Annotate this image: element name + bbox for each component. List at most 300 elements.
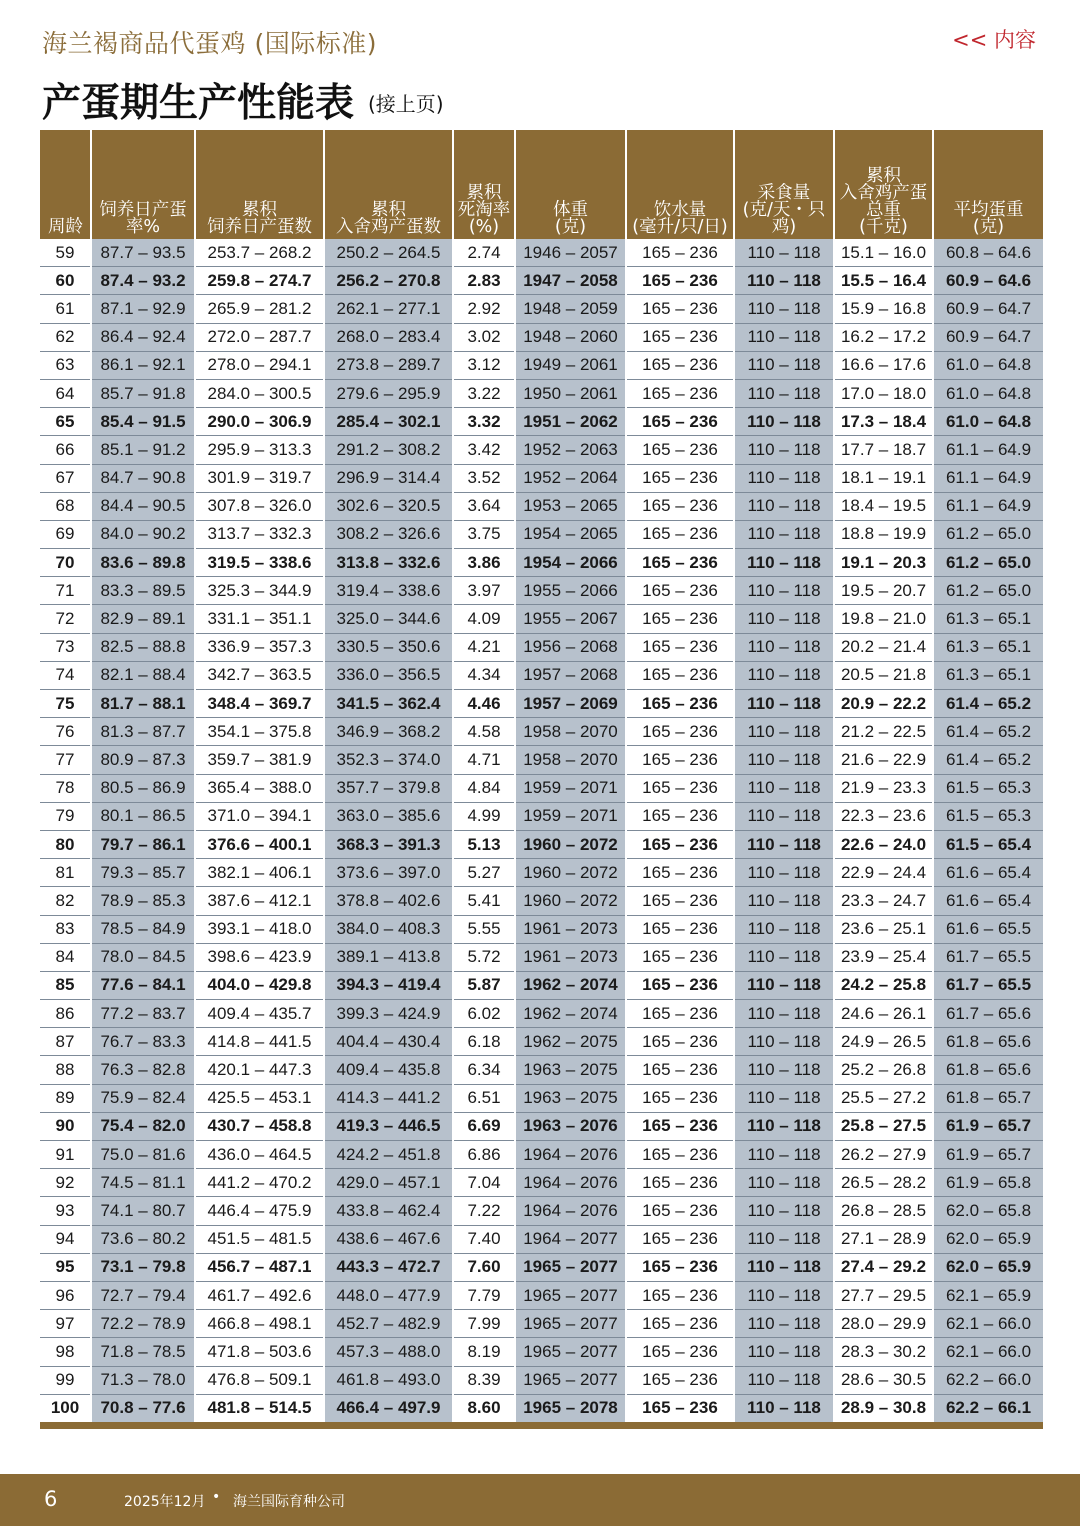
table-cell: 15.1 – 16.0 (834, 239, 933, 267)
table-cell: 1957 – 2069 (515, 690, 626, 718)
table-cell: 1959 – 2071 (515, 802, 626, 830)
week-cell: 81 (40, 859, 91, 887)
footer-company: 海兰国际育种公司 (233, 1494, 345, 1510)
table-header-row (40, 130, 1043, 239)
table-cell: 61.8 – 65.6 (933, 1028, 1043, 1056)
week-cell: 94 (40, 1225, 91, 1253)
table-cell: 26.8 – 28.5 (834, 1197, 933, 1225)
table-cell: 61.8 – 65.6 (933, 1056, 1043, 1084)
week-cell: 61 (40, 295, 91, 323)
table-cell: 62.2 – 66.1 (933, 1394, 1043, 1422)
table-cell: 77.2 – 83.7 (91, 1000, 195, 1028)
table-cell: 1957 – 2068 (515, 661, 626, 689)
table-row (40, 661, 1043, 689)
table-cell: 342.7 – 363.5 (195, 661, 324, 689)
footer-bar (0, 1474, 1080, 1526)
table-cell: 2.83 (453, 267, 515, 295)
table-cell: 75.9 – 82.4 (91, 1084, 195, 1112)
table-row (40, 1310, 1043, 1338)
week-cell: 70 (40, 549, 91, 577)
table-cell: 61.5 – 65.3 (933, 802, 1043, 830)
table-cell: 62.1 – 66.0 (933, 1310, 1043, 1338)
table-cell: 1958 – 2070 (515, 718, 626, 746)
table-cell: 253.7 – 268.2 (195, 239, 324, 267)
table-cell: 259.8 – 274.7 (195, 267, 324, 295)
table-cell: 3.32 (453, 408, 515, 436)
table-cell: 404.0 – 429.8 (195, 971, 324, 999)
table-cell: 420.1 – 447.3 (195, 1056, 324, 1084)
table-row (40, 379, 1043, 407)
table-cell: 61.1 – 64.9 (933, 464, 1043, 492)
table-cell: 1961 – 2073 (515, 943, 626, 971)
week-cell: 84 (40, 943, 91, 971)
table-row (40, 859, 1043, 887)
table-cell: 2.92 (453, 295, 515, 323)
table-cell: 110 – 118 (734, 1253, 834, 1281)
table-cell: 433.8 – 462.4 (324, 1197, 453, 1225)
table-cell: 165 – 236 (626, 323, 734, 351)
table-cell: 8.19 (453, 1338, 515, 1366)
column-header-line: 饮水量 (653, 200, 707, 220)
week-cell: 91 (40, 1141, 91, 1169)
table-cell: 74.5 – 81.1 (91, 1169, 195, 1197)
table-cell: 279.6 – 295.9 (324, 379, 453, 407)
table-row (40, 295, 1043, 323)
table-cell: 409.4 – 435.7 (195, 1000, 324, 1028)
table-cell: 319.5 – 338.6 (195, 549, 324, 577)
table-cell: 425.5 – 453.1 (195, 1084, 324, 1112)
table-row (40, 690, 1043, 718)
table-cell: 313.8 – 332.6 (324, 549, 453, 577)
table-cell: 1960 – 2072 (515, 859, 626, 887)
column-header (834, 130, 933, 239)
table-cell: 284.0 – 300.5 (195, 379, 324, 407)
table-cell: 393.1 – 418.0 (195, 915, 324, 943)
table-cell: 4.58 (453, 718, 515, 746)
table-row (40, 718, 1043, 746)
table-cell: 110 – 118 (734, 520, 834, 548)
table-cell: 265.9 – 281.2 (195, 295, 324, 323)
table-cell: 61.9 – 65.7 (933, 1112, 1043, 1140)
table-cell: 325.3 – 344.9 (195, 577, 324, 605)
table-cell: 3.22 (453, 379, 515, 407)
table-cell: 3.02 (453, 323, 515, 351)
table-cell: 1960 – 2072 (515, 830, 626, 858)
table-cell: 86.1 – 92.1 (91, 351, 195, 379)
table-cell: 25.5 – 27.2 (834, 1084, 933, 1112)
table-cell: 1947 – 2058 (515, 267, 626, 295)
table-cell: 165 – 236 (626, 1000, 734, 1028)
week-cell: 65 (40, 408, 91, 436)
table-cell: 74.1 – 80.7 (91, 1197, 195, 1225)
column-header-line: 体重 (553, 200, 588, 220)
table-cell: 1953 – 2065 (515, 492, 626, 520)
table-cell: 61.9 – 65.8 (933, 1169, 1043, 1197)
table-cell: 61.4 – 65.2 (933, 718, 1043, 746)
table-cell: 1964 – 2076 (515, 1141, 626, 1169)
table-cell: 3.86 (453, 549, 515, 577)
table-cell: 165 – 236 (626, 492, 734, 520)
week-cell: 86 (40, 1000, 91, 1028)
column-header-line: 累积 (866, 166, 901, 186)
table-cell: 87.4 – 93.2 (91, 267, 195, 295)
table-cell: 424.2 – 451.8 (324, 1141, 453, 1169)
table-cell: 72.7 – 79.4 (91, 1281, 195, 1309)
column-header-line: 饲养日产蛋 (99, 200, 187, 220)
table-cell: 61.5 – 65.4 (933, 830, 1043, 858)
table-cell: 346.9 – 368.2 (324, 718, 453, 746)
week-cell: 93 (40, 1197, 91, 1225)
table-cell: 27.4 – 29.2 (834, 1253, 933, 1281)
table-cell: 1948 – 2059 (515, 295, 626, 323)
week-cell: 92 (40, 1169, 91, 1197)
table-cell: 8.39 (453, 1366, 515, 1394)
table-cell: 3.52 (453, 464, 515, 492)
table-cell: 359.7 – 381.9 (195, 746, 324, 774)
table-cell: 1954 – 2066 (515, 549, 626, 577)
table-cell: 61.3 – 65.1 (933, 633, 1043, 661)
column-header-line: 总重 (866, 200, 901, 220)
table-cell: 17.3 – 18.4 (834, 408, 933, 436)
table-cell: 24.2 – 25.8 (834, 971, 933, 999)
table-cell: 1965 – 2077 (515, 1310, 626, 1338)
table-cell: 61.4 – 65.2 (933, 746, 1043, 774)
table-cell: 165 – 236 (626, 718, 734, 746)
table-cell: 61.0 – 64.8 (933, 408, 1043, 436)
table-cell: 110 – 118 (734, 239, 834, 267)
table-cell: 77.6 – 84.1 (91, 971, 195, 999)
page-title: 产蛋期生产性能表 (42, 81, 355, 126)
table-cell: 165 – 236 (626, 436, 734, 464)
table-cell: 62.2 – 66.0 (933, 1366, 1043, 1394)
table-cell: 165 – 236 (626, 1141, 734, 1169)
table-cell: 1962 – 2075 (515, 1028, 626, 1056)
table-cell: 448.0 – 477.9 (324, 1281, 453, 1309)
table-cell: 384.0 – 408.3 (324, 915, 453, 943)
table-cell: 165 – 236 (626, 408, 734, 436)
table-cell: 23.9 – 25.4 (834, 943, 933, 971)
table-cell: 165 – 236 (626, 1197, 734, 1225)
table-cell: 165 – 236 (626, 267, 734, 295)
table-cell: 376.6 – 400.1 (195, 830, 324, 858)
column-header-line: 死淘率 (457, 200, 511, 220)
column-header-line: (克/天・只 (742, 200, 826, 220)
table-cell: 22.9 – 24.4 (834, 859, 933, 887)
column-header-line: 鸡) (771, 217, 797, 237)
table-cell: 28.9 – 30.8 (834, 1394, 933, 1422)
table-cell: 87.7 – 93.5 (91, 239, 195, 267)
table-cell: 24.9 – 26.5 (834, 1028, 933, 1056)
table-cell: 18.4 – 19.5 (834, 492, 933, 520)
table-cell: 81.7 – 88.1 (91, 690, 195, 718)
table-cell: 3.12 (453, 351, 515, 379)
table-row (40, 887, 1043, 915)
table-cell: 389.1 – 413.8 (324, 943, 453, 971)
table-cell: 71.3 – 78.0 (91, 1366, 195, 1394)
column-header (40, 130, 91, 239)
table-cell: 85.4 – 91.5 (91, 408, 195, 436)
table-cell: 8.60 (453, 1394, 515, 1422)
table-cell: 71.8 – 78.5 (91, 1338, 195, 1366)
week-cell: 80 (40, 830, 91, 858)
table-cell: 75.4 – 82.0 (91, 1112, 195, 1140)
table-row (40, 408, 1043, 436)
table-cell: 250.2 – 264.5 (324, 239, 453, 267)
table-cell: 110 – 118 (734, 943, 834, 971)
table-cell: 466.4 – 497.9 (324, 1394, 453, 1422)
table-cell: 28.3 – 30.2 (834, 1338, 933, 1366)
table-cell: 414.8 – 441.5 (195, 1028, 324, 1056)
table-cell: 319.4 – 338.6 (324, 577, 453, 605)
table-cell: 78.5 – 84.9 (91, 915, 195, 943)
table-cell: 443.3 – 472.7 (324, 1253, 453, 1281)
table-cell: 1956 – 2068 (515, 633, 626, 661)
table-row (40, 1056, 1043, 1084)
table-cell: 456.7 – 487.1 (195, 1253, 324, 1281)
table-cell: 80.1 – 86.5 (91, 802, 195, 830)
table-cell: 62.1 – 65.9 (933, 1281, 1043, 1309)
table-cell: 399.3 – 424.9 (324, 1000, 453, 1028)
table-cell: 61.5 – 65.3 (933, 774, 1043, 802)
table-cell: 87.1 – 92.9 (91, 295, 195, 323)
table-cell: 61.2 – 65.0 (933, 577, 1043, 605)
table-cell: 110 – 118 (734, 1056, 834, 1084)
week-cell: 64 (40, 379, 91, 407)
column-header-line: 入舍鸡产蛋 (839, 183, 928, 203)
table-cell: 110 – 118 (734, 1366, 834, 1394)
table-cell: 26.2 – 27.9 (834, 1141, 933, 1169)
table-cell: 394.3 – 419.4 (324, 971, 453, 999)
table-cell: 6.51 (453, 1084, 515, 1112)
table-cell: 61.2 – 65.0 (933, 520, 1043, 548)
table-row (40, 436, 1043, 464)
top-title: 海兰褐商品代蛋鸡 (国际标准) (42, 29, 377, 58)
table-cell: 110 – 118 (734, 690, 834, 718)
table-cell: 61.9 – 65.7 (933, 1141, 1043, 1169)
table-row (40, 577, 1043, 605)
column-header-line: (毫升/只/日) (632, 217, 728, 237)
table-cell: 296.9 – 314.4 (324, 464, 453, 492)
table-cell: 19.1 – 20.3 (834, 549, 933, 577)
table-cell: 256.2 – 270.8 (324, 267, 453, 295)
column-header-line: (千克) (859, 217, 908, 237)
column-header (453, 130, 515, 239)
table-row (40, 1169, 1043, 1197)
table-cell: 1955 – 2066 (515, 577, 626, 605)
table-cell: 4.99 (453, 802, 515, 830)
table-cell: 83.6 – 89.8 (91, 549, 195, 577)
table-cell: 110 – 118 (734, 661, 834, 689)
table-cell: 110 – 118 (734, 1281, 834, 1309)
table-cell: 21.6 – 22.9 (834, 746, 933, 774)
table-cell: 73.6 – 80.2 (91, 1225, 195, 1253)
table-cell: 76.3 – 82.8 (91, 1056, 195, 1084)
table-cell: 60.9 – 64.7 (933, 323, 1043, 351)
table-row (40, 351, 1043, 379)
table-cell: 1952 – 2063 (515, 436, 626, 464)
table-cell: 368.3 – 391.3 (324, 830, 453, 858)
table-row (40, 1253, 1043, 1281)
table-cell: 165 – 236 (626, 1281, 734, 1309)
table-cell: 7.79 (453, 1281, 515, 1309)
page-number: 6 (44, 1487, 58, 1511)
table-cell: 165 – 236 (626, 887, 734, 915)
table-cell: 295.9 – 313.3 (195, 436, 324, 464)
table-cell: 1962 – 2074 (515, 971, 626, 999)
week-cell: 63 (40, 351, 91, 379)
column-header (515, 130, 626, 239)
table-row (40, 746, 1043, 774)
column-header-line: 累积 (371, 200, 406, 220)
table-row (40, 549, 1043, 577)
table-cell: 1959 – 2071 (515, 774, 626, 802)
table-cell: 78.0 – 84.5 (91, 943, 195, 971)
table-cell: 461.7 – 492.6 (195, 1281, 324, 1309)
week-cell: 77 (40, 746, 91, 774)
table-cell: 6.34 (453, 1056, 515, 1084)
table-cell: 5.87 (453, 971, 515, 999)
table-cell: 1963 – 2075 (515, 1084, 626, 1112)
table-cell: 165 – 236 (626, 746, 734, 774)
table-cell: 341.5 – 362.4 (324, 690, 453, 718)
table-cell: 110 – 118 (734, 436, 834, 464)
table-cell: 61.6 – 65.5 (933, 915, 1043, 943)
table-cell: 27.1 – 28.9 (834, 1225, 933, 1253)
table-cell: 82.5 – 88.8 (91, 633, 195, 661)
week-cell: 71 (40, 577, 91, 605)
week-cell: 97 (40, 1310, 91, 1338)
table-cell: 165 – 236 (626, 830, 734, 858)
table-cell: 86.4 – 92.4 (91, 323, 195, 351)
table-cell: 3.42 (453, 436, 515, 464)
week-cell: 78 (40, 774, 91, 802)
table-cell: 1965 – 2078 (515, 1394, 626, 1422)
table-cell: 165 – 236 (626, 1112, 734, 1140)
table-cell: 1961 – 2073 (515, 915, 626, 943)
table-row (40, 774, 1043, 802)
table-cell: 409.4 – 435.8 (324, 1056, 453, 1084)
table-cell: 17.7 – 18.7 (834, 436, 933, 464)
table-cell: 60.8 – 64.6 (933, 239, 1043, 267)
table-cell: 165 – 236 (626, 690, 734, 718)
table-cell: 1960 – 2072 (515, 887, 626, 915)
table-cell: 387.6 – 412.1 (195, 887, 324, 915)
table-cell: 1963 – 2075 (515, 1056, 626, 1084)
table-cell: 5.72 (453, 943, 515, 971)
week-cell: 66 (40, 436, 91, 464)
table-cell: 1964 – 2076 (515, 1169, 626, 1197)
table-cell: 1965 – 2077 (515, 1253, 626, 1281)
table-row (40, 633, 1043, 661)
table-row (40, 1028, 1043, 1056)
table-cell: 165 – 236 (626, 605, 734, 633)
table-cell: 70.8 – 77.6 (91, 1394, 195, 1422)
column-header-line: 平均蛋重 (953, 200, 1024, 220)
table-cell: 26.5 – 28.2 (834, 1169, 933, 1197)
table-cell: 165 – 236 (626, 239, 734, 267)
table-cell: 4.71 (453, 746, 515, 774)
table-cell: 61.7 – 65.5 (933, 943, 1043, 971)
table-cell: 110 – 118 (734, 802, 834, 830)
table-cell: 446.4 – 475.9 (195, 1197, 324, 1225)
table-cell: 1958 – 2070 (515, 746, 626, 774)
table-cell: 1963 – 2076 (515, 1112, 626, 1140)
table-cell: 25.8 – 27.5 (834, 1112, 933, 1140)
table-row (40, 520, 1043, 548)
table-cell: 72.2 – 78.9 (91, 1310, 195, 1338)
table-cell: 165 – 236 (626, 1225, 734, 1253)
table-cell: 85.1 – 91.2 (91, 436, 195, 464)
table-body (40, 239, 1043, 1422)
table-cell: 27.7 – 29.5 (834, 1281, 933, 1309)
table-cell: 429.0 – 457.1 (324, 1169, 453, 1197)
table-cell: 110 – 118 (734, 1394, 834, 1422)
week-cell: 89 (40, 1084, 91, 1112)
table-row (40, 1338, 1043, 1366)
table-cell: 165 – 236 (626, 1366, 734, 1394)
table-cell: 273.8 – 289.7 (324, 351, 453, 379)
table-cell: 2.74 (453, 239, 515, 267)
week-cell: 62 (40, 323, 91, 351)
column-header (324, 130, 453, 239)
table-cell: 268.0 – 283.4 (324, 323, 453, 351)
table-cell: 285.4 – 302.1 (324, 408, 453, 436)
table-cell: 23.6 – 25.1 (834, 915, 933, 943)
table-cell: 62.1 – 66.0 (933, 1338, 1043, 1366)
table-cell: 1965 – 2077 (515, 1366, 626, 1394)
table-cell: 80.5 – 86.9 (91, 774, 195, 802)
table-cell: 290.0 – 306.9 (195, 408, 324, 436)
footer-date: 2025年12月 (124, 1494, 206, 1510)
table-cell: 7.99 (453, 1310, 515, 1338)
column-header-line: 饲养日产蛋数 (207, 217, 312, 237)
table-cell: 165 – 236 (626, 1084, 734, 1112)
column-header-line: (克) (554, 217, 587, 237)
table-cell: 4.21 (453, 633, 515, 661)
table-cell: 15.5 – 16.4 (834, 267, 933, 295)
table-cell: 430.7 – 458.8 (195, 1112, 324, 1140)
week-cell: 68 (40, 492, 91, 520)
table-cell: 165 – 236 (626, 295, 734, 323)
week-cell: 79 (40, 802, 91, 830)
table-cell: 110 – 118 (734, 859, 834, 887)
table-cell: 19.5 – 20.7 (834, 577, 933, 605)
footer-separator: • (212, 1489, 221, 1505)
week-cell: 98 (40, 1338, 91, 1366)
table-cell: 61.7 – 65.5 (933, 971, 1043, 999)
contents-link[interactable]: << 内容 (952, 28, 1036, 52)
table-cell: 82.1 – 88.4 (91, 661, 195, 689)
performance-table (40, 130, 1043, 1422)
table-cell: 110 – 118 (734, 971, 834, 999)
week-cell: 85 (40, 971, 91, 999)
table-row (40, 830, 1043, 858)
table-cell: 20.9 – 22.2 (834, 690, 933, 718)
table-cell: 165 – 236 (626, 971, 734, 999)
week-cell: 73 (40, 633, 91, 661)
table-cell: 110 – 118 (734, 1169, 834, 1197)
week-cell: 96 (40, 1281, 91, 1309)
table-cell: 5.55 (453, 915, 515, 943)
table-cell: 15.9 – 16.8 (834, 295, 933, 323)
table-cell: 1949 – 2061 (515, 351, 626, 379)
table-cell: 363.0 – 385.6 (324, 802, 453, 830)
table-cell: 3.64 (453, 492, 515, 520)
table-cell: 110 – 118 (734, 379, 834, 407)
table-cell: 330.5 – 350.6 (324, 633, 453, 661)
week-cell: 76 (40, 718, 91, 746)
table-cell: 110 – 118 (734, 549, 834, 577)
